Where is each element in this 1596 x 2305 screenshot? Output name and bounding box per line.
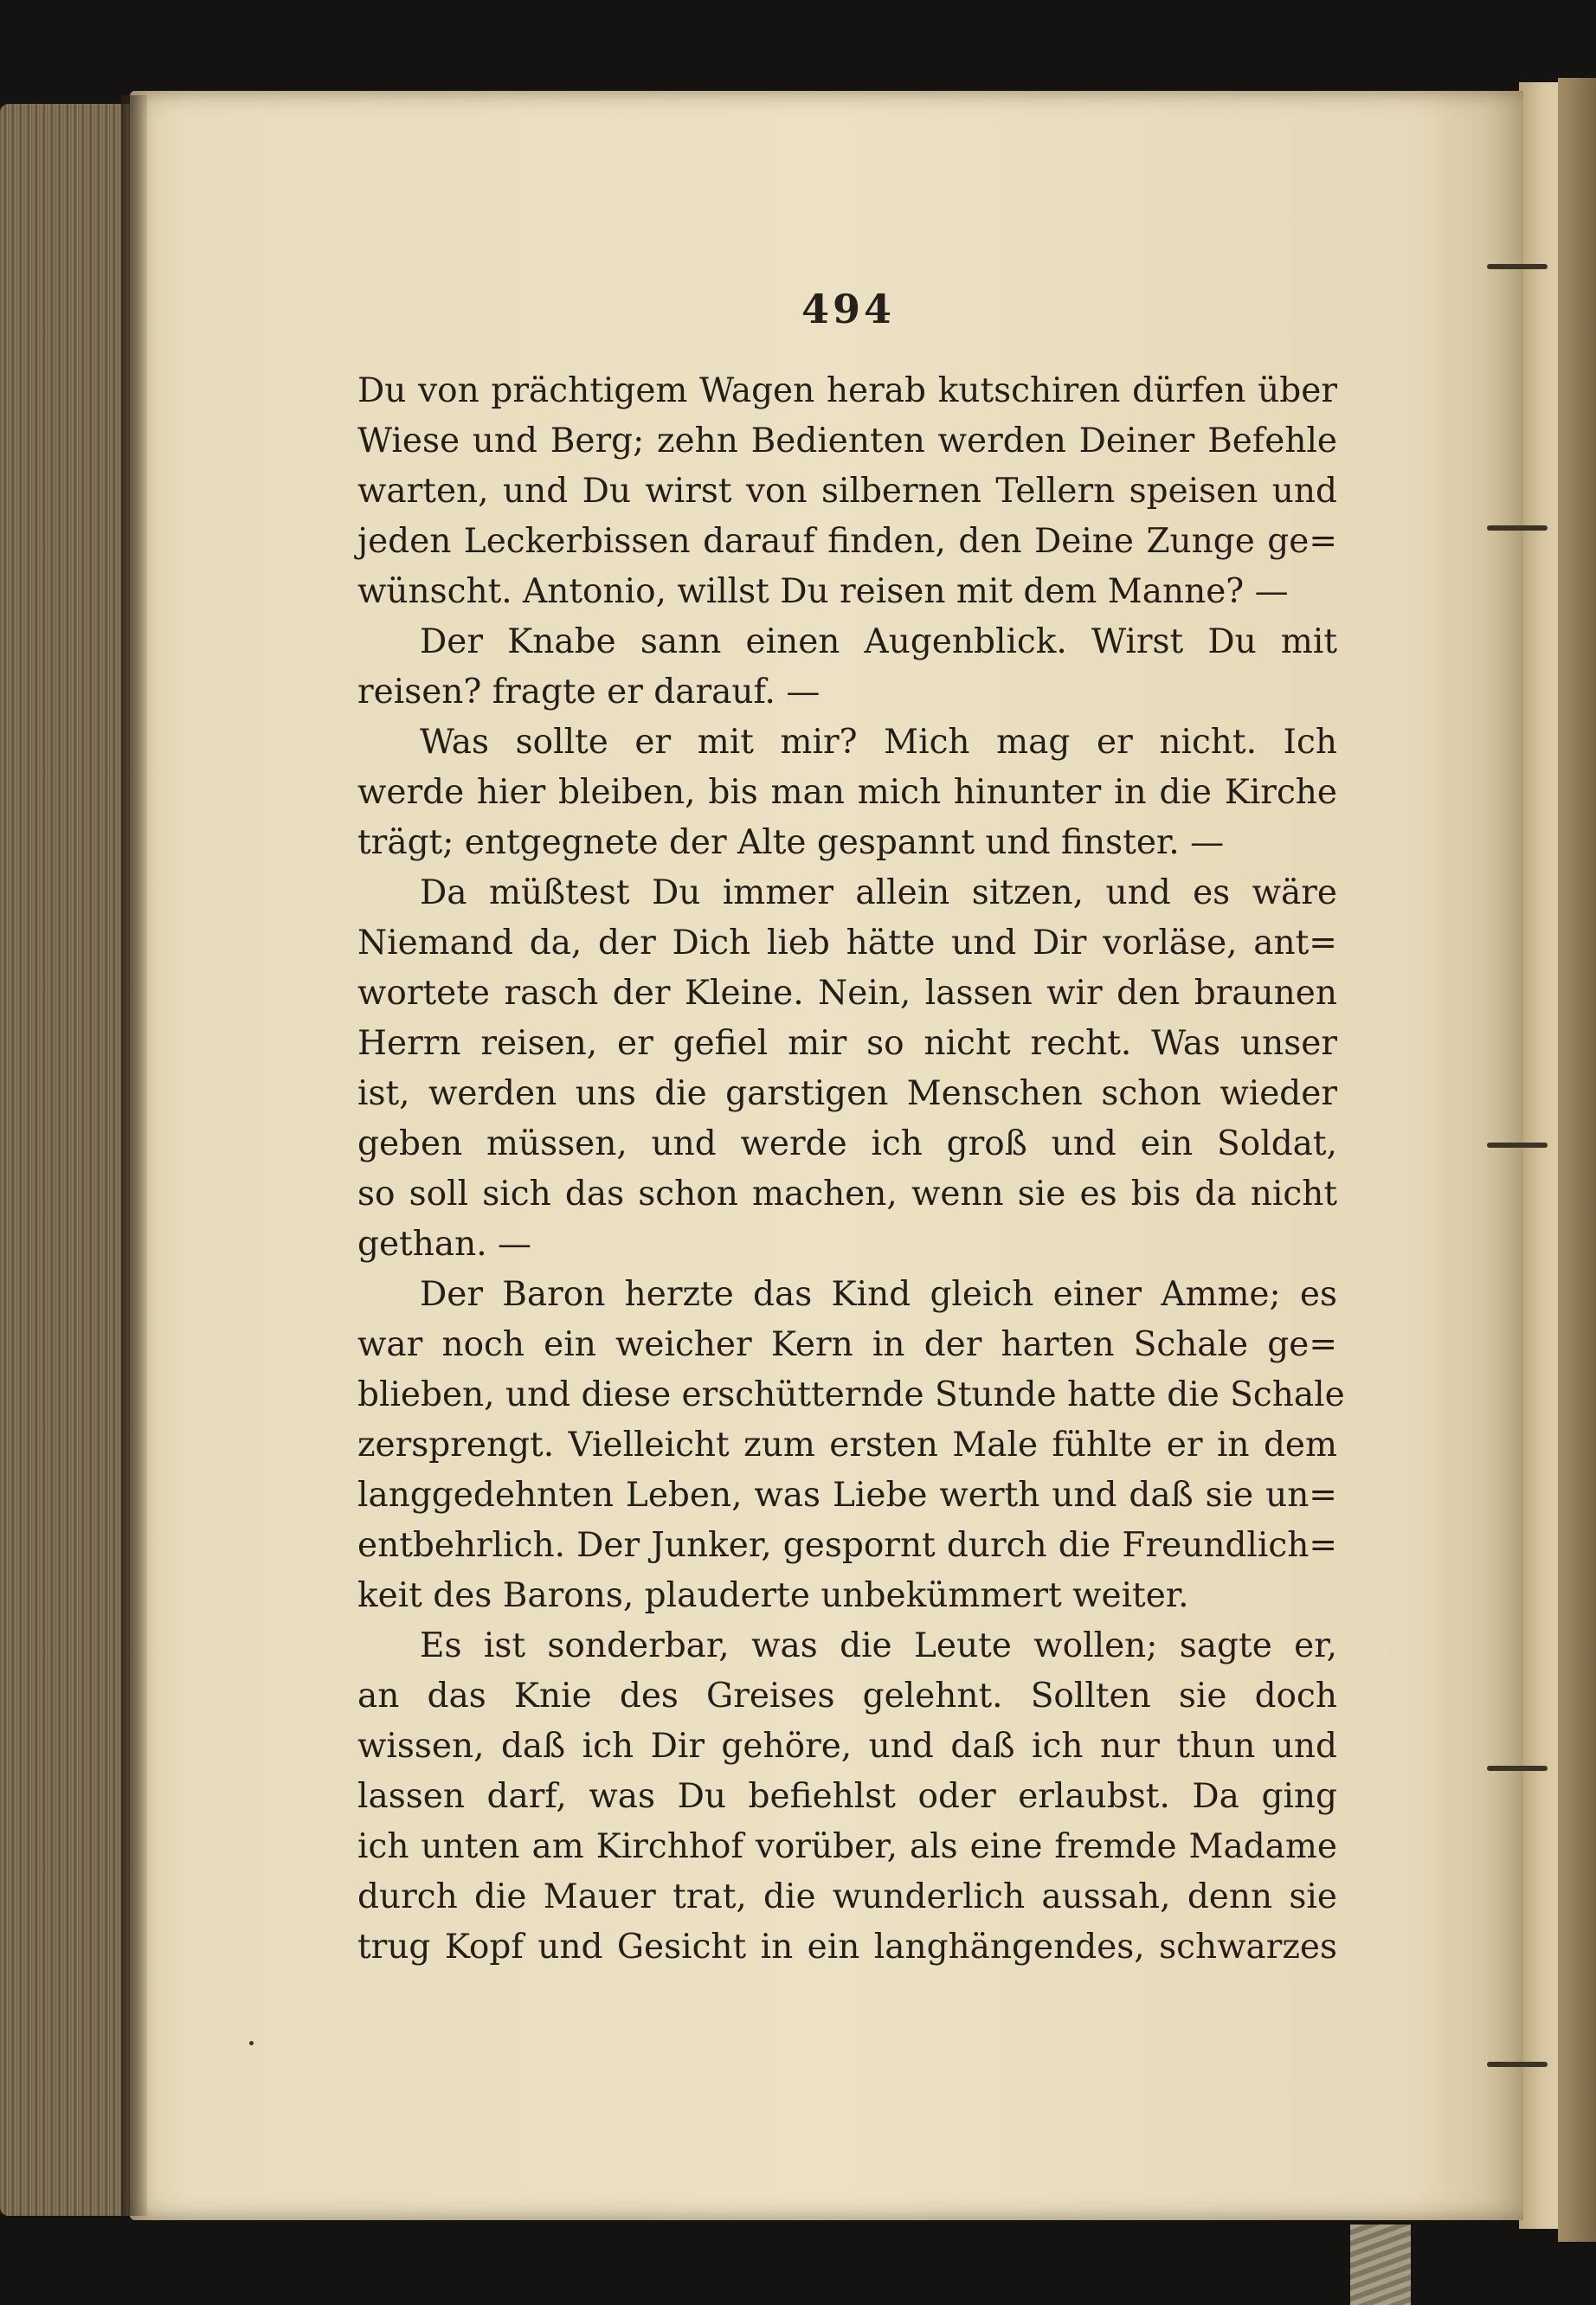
text-line: geben müssen, und werde ich groß und ein Soldat, [357, 1124, 1337, 1163]
text-line: Der Knabe sann einen Augenblick. Wirst Du mit [420, 622, 1337, 661]
text-line: gethan. — [357, 1225, 531, 1264]
text-line: Niemand da, der Dich lieb hätte und Dir vorläse, ant= [357, 924, 1337, 963]
text-line: wünscht. Antonio, willst Du reisen mit dem Manne? — [357, 572, 1289, 611]
text-line: warten, und Du wirst von silbernen Tellern speisen und [357, 472, 1337, 511]
text-line: war noch ein weicher Kern in der harten Schale ge= [357, 1325, 1337, 1364]
text-line: Was sollte er mit mir? Mich mag er nicht. Ich [420, 723, 1337, 762]
binding-stitch [1487, 264, 1548, 269]
text-line: an das Knie des Greises gelehnt. Sollten sie doch [357, 1677, 1337, 1716]
page-text [357, 366, 1345, 1973]
binding-stitch [1487, 1766, 1548, 1771]
text-line: Herrn reisen, er gefiel mir so nicht recht. Was unser [357, 1024, 1337, 1063]
binding-stitch [1487, 2062, 1548, 2067]
text-line: wissen, daß ich Dir gehöre, und daß ich nur thun und [357, 1727, 1337, 1766]
text-line: Du von prächtigem Wagen herab kutschiren dürfen über [357, 371, 1337, 410]
text-line: lassen darf, was Du befiehlst oder erlaubst. Da ging [357, 1777, 1337, 1816]
text-line: langgedehnten Leben, was Liebe werth und daß sie un= [357, 1476, 1337, 1515]
text-line: Da müßtest Du immer allein sitzen, und es wäre [420, 873, 1337, 912]
text-line: keit des Barons, plauderte unbekümmert weiter. [357, 1576, 1189, 1615]
text-line: entbehrlich. Der Junker, gespornt durch die Freundlich= [357, 1526, 1337, 1565]
binding-stitch [1487, 525, 1548, 531]
page-stack-edge [0, 104, 138, 2216]
text-line: Es ist sonderbar, was die Leute wollen; sagte er, [420, 1626, 1337, 1665]
text-line: reisen? fragte er darauf. — [357, 673, 821, 711]
text-line: Wiese und Berg; zehn Bedienten werden Deiner Befehle [357, 422, 1337, 460]
text-line: trägt; entgegnete der Alte gespannt und finster. — [357, 823, 1225, 862]
book-binding-strip [1558, 78, 1596, 2242]
text-line: werde hier bleiben, bis man mich hinunter in die Kirche [357, 773, 1337, 812]
text-line: durch die Mauer trat, die wunderlich aussah, denn sie [357, 1877, 1337, 1916]
spine-shadow [121, 95, 147, 2216]
text-line: blieben, und diese erschütternde Stunde hatte die Schale [357, 1375, 1345, 1414]
binding-stitch [1487, 1143, 1548, 1148]
text-line: jeden Leckerbissen darauf finden, den Deine Zunge ge= [357, 522, 1337, 561]
text-line: ich unten am Kirchhof vorüber, als eine fremde Madame [357, 1827, 1337, 1866]
page-number: 494 [801, 286, 896, 332]
ribbon-bookmark [1350, 2225, 1411, 2305]
text-line: Der Baron herzte das Kind gleich einer Amme; es [420, 1275, 1337, 1314]
text-line: trug Kopf und Gesicht in ein langhängendes, schwarzes [357, 1928, 1337, 1967]
paper-speck [249, 2041, 254, 2045]
text-line: zersprengt. Vielleicht zum ersten Male fühlte er in dem [357, 1426, 1337, 1465]
text-line: so soll sich das schon machen, wenn sie es bis da nicht [357, 1175, 1337, 1214]
text-line: ist, werden uns die garstigen Menschen schon wieder [357, 1074, 1337, 1113]
text-line: wortete rasch der Kleine. Nein, lassen wir den braunen [357, 974, 1337, 1013]
